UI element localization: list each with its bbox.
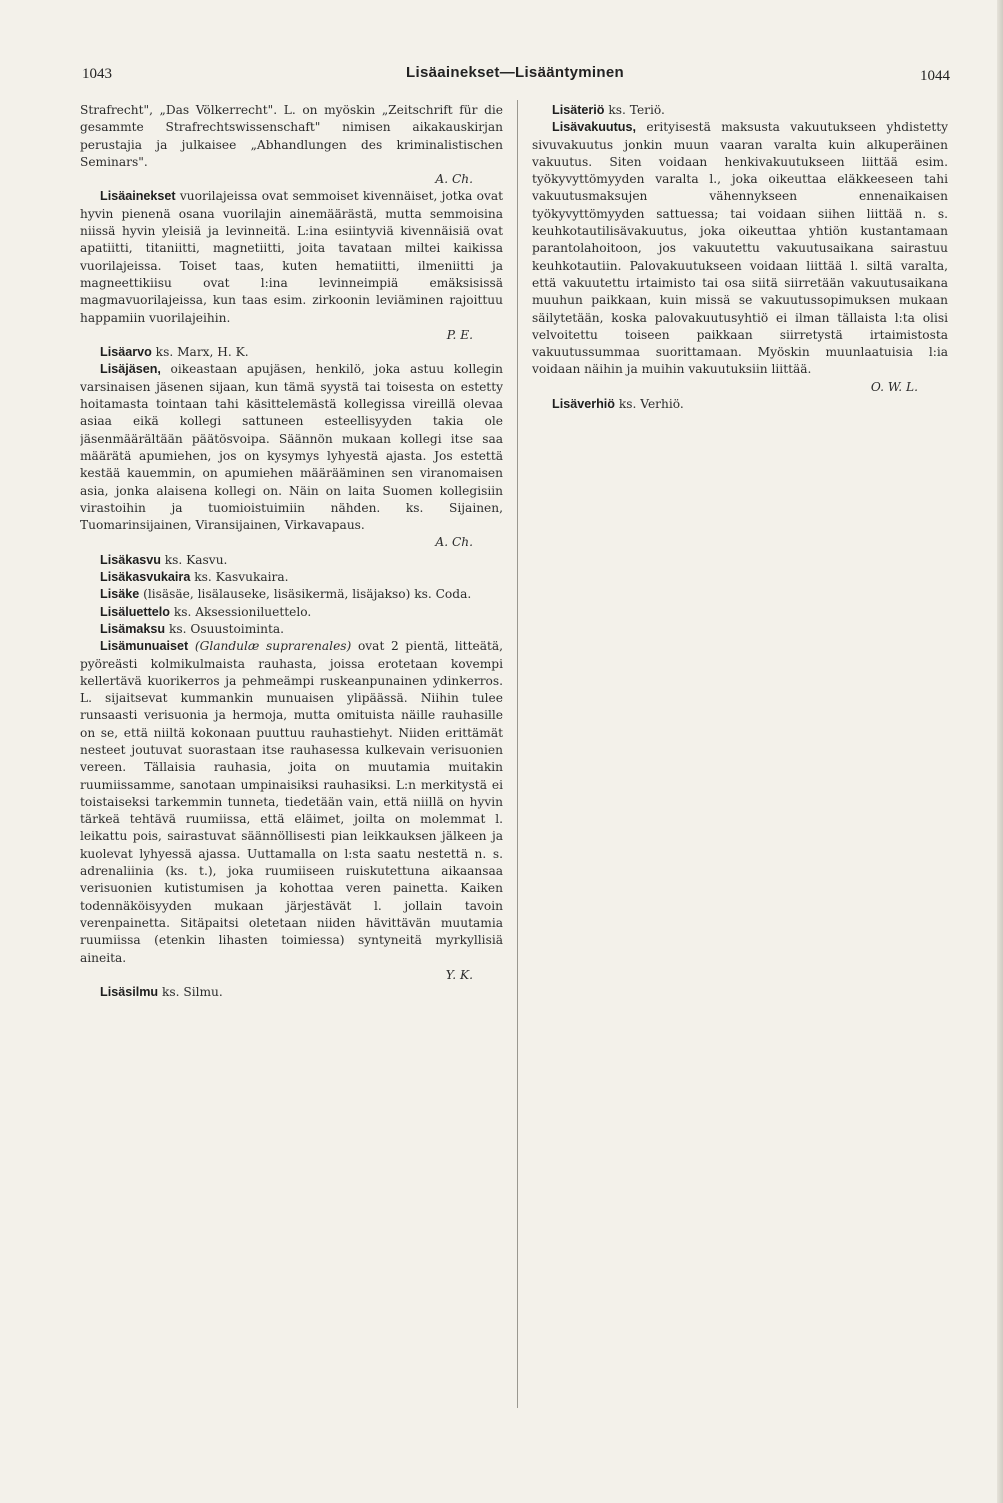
entry-text: ks. Teriö. xyxy=(604,103,665,117)
author-signature: O. W. L. xyxy=(870,379,918,394)
entry-text: ks. Osuustoiminta. xyxy=(165,621,285,636)
author-signature: P. E. xyxy=(446,327,473,342)
author-signature: Y. K. xyxy=(445,967,473,982)
entry-text: ks. Kasvukaira. xyxy=(190,570,289,585)
page-header xyxy=(80,62,950,86)
entry-text: ks. Verhiö. xyxy=(615,397,684,412)
entry-lisake xyxy=(80,586,503,603)
left-column xyxy=(80,102,503,1442)
headword: Lisävakuutus, xyxy=(552,120,636,135)
headword: Lisäarvo xyxy=(100,345,152,360)
headword: Lisäkasvu xyxy=(100,552,161,567)
entry-text: Strafrecht", „Das Völkerrecht". L. on myöskin „Zeitschrift für die gesammte Strafrechtswissenschaft" nimisen aikakauskirjan perustajia ja julkaisee „Abhandlungen des kriminalistischen Seminars". xyxy=(80,103,503,169)
entry-lisavakuutus xyxy=(532,119,948,396)
entry-text: ks. Silmu. xyxy=(158,985,223,1000)
page-number-left: 1043 xyxy=(82,66,112,82)
headword: Lisäjäsen, xyxy=(100,362,161,377)
entry-lisaluettelo xyxy=(80,604,503,621)
entry-lisaainekset xyxy=(80,188,503,344)
entry-lisaterio xyxy=(532,102,948,119)
entry-lisajasen xyxy=(80,361,503,551)
entry-lisakasvukaira xyxy=(80,569,503,586)
entry-text: ks. Kasvu. xyxy=(160,552,228,567)
headword: Lisämunuaiset xyxy=(100,639,189,654)
entry-lisamunuaiset xyxy=(80,638,503,984)
running-title: Lisäainekset—Lisääntyminen xyxy=(406,64,624,81)
entry-text: ovat 2 pientä, litteätä, pyöreästi kolmikulmaista rauhasta, joissa erotetaan kovempi kellertävä kuorikerros ja pehmeämpi ruskeanpunainen ydinkerros. L. sijaitsevat kummankin munuaisen ylipäässä. Niihin tulee runsaasti verisuonia ja hermoja, mutta omituista näille rauhasille on se, että niiltä kokonaan puuttuu rauhastiehyt. Niiden erittämät nesteet joutuvat suorastaan itse rauhasessa kulkevain verisuonien vereen. Tällaisia rauhasia, joita on muutamia muitakin ruumiissamme, sanotaan umpinaisiksi rauhasiksi. L:n merkitystä ei toistaiseksi tarkemmin tunneta, tiedetään vain, että niillä on hyvin tärkeä tehtävä ruumiissa, että eläimet, joilta on molemmat l. leikattu pois, sairastuvat säännöllisesti pian leikkauksen jälkeen ja kuolevat lyhyessä ajassa. Uuttamalla on l:sta saatu nestettä n. s. adrenaliinia (ks. t.), joka ruumiiseen ruiskutettuna aikaansaa verisuonien kutistumisen ja kohottaa veren painetta. Kaiken todennäköisyyden mukaan järjestävät l. jollain tavoin verenpainetta. Sitäpaitsi oletetaan niiden hävittävän muutamia ruumiissa (etenkin lihasten toimiessa) syntyneitä myrkyllisiä aineita. xyxy=(80,639,503,965)
headword: Lisäsilmu xyxy=(100,985,159,1000)
column-divider xyxy=(517,100,518,1408)
entry-continuation xyxy=(80,102,503,188)
entry-text: oikeastaan apujäsen, henkilö, joka astuu kollegin varsinaisen jäsenen sijaan, kun tämä syystä tai toisesta on estetty hoitamasta tointaan tahi käsittelemästä kollegissa vireillä olevaa asiaa eikä kollegi sattuneen esteellisyyden takia ole jäsenmäärältään päätösvoipa. Säännön mukaan kollegi itse saa määrätä apumiehen, jos on kysymys lyhyestä ajasta. Jos estettä kestää kauemmin, on apumiehen määrääminen sen viranomaisen asia, jonka alaisena kollegi on. Näin on laita Suomen kollegisiin virastoihin ja tuomioistuimiin nähden. ks. Sijainen, Tuomarinsijainen, Viransijainen, Virkavapaus. xyxy=(80,362,503,533)
headword: Lisäainekset xyxy=(100,189,176,204)
entry-text: (lisäsäe, lisälauseke, lisäsikermä, lisäjakso) ks. Coda. xyxy=(139,587,472,602)
entry-lisasilmu xyxy=(80,984,503,1001)
author-signature: A. Ch. xyxy=(435,172,473,187)
entry-lisaverhio xyxy=(532,396,948,413)
entry-lisaarvo xyxy=(80,344,503,361)
entry-text: ks. Aksessioniluettelo. xyxy=(169,604,312,619)
author-signature: A. Ch. xyxy=(435,535,473,550)
headword: Lisäverhiö xyxy=(552,397,615,412)
headword: Lisäteriö xyxy=(552,103,605,117)
entry-text: vuorilajeissa ovat semmoiset kivennäiset, jotka ovat hyvin pienenä osana vuorilajin ainemäärästä, mutta semmoisina niissä hyvin yleisiä ja levinneitä. L:ina esiintyviä kivennäisiä ovat apatiitti, titaniitti, magnetiitti, joita tavataan miltei kaikissa vuorilajeissa. Toiset taas, kuten hematiitti, ilmeniitti ja magneettikiisu ovat l:ina levinneimpiä emäksisissä magmavuorilajeissa, kun taas esim. zirkoonin leviäminen rajoittuu happamiin vuorilajeihin. xyxy=(80,189,503,325)
page-number-right: 1044 xyxy=(920,68,950,84)
entry-text: ks. Marx, H. K. xyxy=(151,345,249,360)
latin-term: (Glandulæ suprarenales) xyxy=(188,639,352,654)
entry-lisakasvu xyxy=(80,552,503,569)
headword: Lisäluettelo xyxy=(100,604,170,619)
right-column xyxy=(532,102,948,1442)
headword: Lisämaksu xyxy=(100,621,166,636)
entry-lisamaksu xyxy=(80,621,503,638)
headword: Lisäkasvukaira xyxy=(100,570,191,585)
headword: Lisäke xyxy=(100,587,140,602)
scan-edge xyxy=(997,0,1003,1503)
entry-text: erityisestä maksusta vakuutukseen yhdistetty sivuvakuutus jonkin muun vaaran varalta kuin alkuperäinen vakuutus. Siten voidaan henkivakuutukseen liittää esim. työkyvyttömyyden varalta l., joka oikeuttaa eläkkeeseen tahi vakuutusmaksujen vähennykseen ennenaikaisen työkyvyttömyyden sattuessa; tai voidaan siihen liittää n. s. keuhkotautilisävakuutus, joka oikeuttaa yhtiön kustantamaan parantolahoitoon, jos vakuutettu vakuutusaikana sairastuu keuhkotautiin. Palovakuutukseen voidaan liittää l. siltä varalta, että vakuutettu irtaimisto tai osa siitä siirretään vakuutusaikana muuhun paikkaan, kuin missä se vakuutussopimuksen mukaan säilytetään, koska palovakuutusyhtiö ei ilman tällaista l:ta olisi velvoitettu toiseen paikkaan siirretystä irtaimistosta vakuutussummaa suorittamaan. Myöskin muunlaatuisia l:ia voidaan näihin ja muihin vakuutuksiin liittää. xyxy=(532,120,948,377)
